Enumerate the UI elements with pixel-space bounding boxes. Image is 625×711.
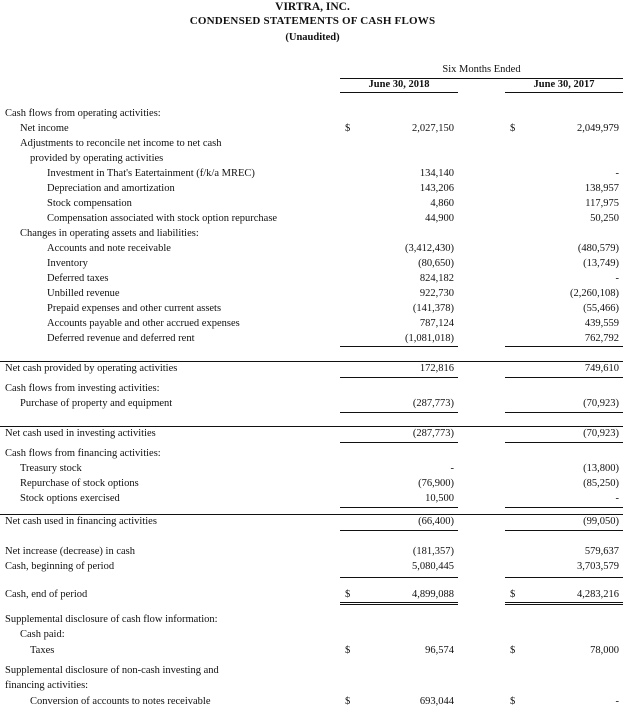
row-label: Deferred taxes	[47, 273, 109, 284]
statement-row	[0, 123, 625, 137]
value-2017: (480,579)	[577, 243, 619, 254]
statement-row	[0, 463, 625, 477]
row-label: Stock options exercised	[20, 493, 120, 504]
value-2017: 50,250	[590, 213, 619, 224]
statement-row	[0, 696, 625, 710]
subtotal-rule	[340, 507, 458, 508]
row-label: financing activities:	[5, 680, 89, 691]
row-label: Supplemental disclosure of non-cash investing and	[5, 665, 219, 676]
statement-row	[0, 198, 625, 212]
column-header-2018: June 30, 2018	[368, 79, 430, 90]
subtotal-rule	[340, 346, 458, 347]
value-2018: 134,140	[419, 168, 454, 179]
value-2017: (2,260,108)	[570, 288, 619, 299]
double-underline	[340, 602, 458, 605]
section-total-rule	[0, 361, 623, 362]
statement-row	[0, 288, 625, 302]
value-2018: -	[450, 463, 454, 474]
statement-row	[0, 448, 625, 462]
value-2018: (80,650)	[418, 258, 454, 269]
statement-row	[0, 228, 625, 242]
subtotal-rule	[340, 577, 458, 578]
statement-row	[0, 589, 625, 603]
row-label: Adjustments to reconcile net income to net cash	[20, 138, 222, 149]
row-label: Stock compensation	[47, 198, 132, 209]
statement-row	[0, 108, 625, 122]
value-2018: 693,044	[419, 696, 454, 707]
total-underline	[340, 530, 458, 531]
statement-row	[0, 645, 625, 659]
row-label: Repurchase of stock options	[20, 478, 139, 489]
value-2017: (13,800)	[583, 463, 619, 474]
value-2017: 3,703,579	[577, 561, 619, 572]
row-label: Cash flows from operating activities:	[5, 108, 161, 119]
value-2017: 138,957	[584, 183, 619, 194]
row-label: Treasury stock	[20, 463, 82, 474]
total-underline	[340, 377, 458, 378]
statement-row	[0, 493, 625, 507]
statement-row	[0, 273, 625, 287]
total-underline	[340, 442, 458, 443]
column-header-2017: June 30, 2017	[533, 79, 595, 90]
statement-row	[0, 363, 625, 377]
row-label: Net income	[20, 123, 69, 134]
statement-row	[0, 516, 625, 530]
statement-row	[0, 398, 625, 412]
row-label: Net cash used in investing activities	[5, 428, 156, 439]
statement-row	[0, 213, 625, 227]
row-label: Net cash provided by operating activities	[5, 363, 178, 374]
subtotal-rule	[505, 412, 623, 413]
statement-row	[0, 614, 625, 628]
statement-row	[0, 428, 625, 442]
statement-row	[0, 243, 625, 257]
currency-symbol-2018: $	[345, 589, 351, 600]
statement-row	[0, 561, 625, 575]
value-2018: (1,081,018)	[405, 333, 454, 344]
value-2017: -	[615, 493, 619, 504]
value-2017: (13,749)	[583, 258, 619, 269]
value-2018: 787,124	[419, 318, 454, 329]
row-label: Cash flows from financing activities:	[5, 448, 161, 459]
row-label: Depreciation and amortization	[47, 183, 175, 194]
row-label: Cash flows from investing activities:	[5, 383, 160, 394]
value-2018: 2,027,150	[412, 123, 454, 134]
row-label: Cash, end of period	[5, 589, 88, 600]
value-2018: (3,412,430)	[405, 243, 454, 254]
statement-row	[0, 629, 625, 643]
row-label: Net increase (decrease) in cash	[5, 546, 136, 557]
row-label: Purchase of property and equipment	[20, 398, 173, 409]
unaudited-note: (Unaudited)	[285, 32, 340, 43]
value-2018: 922,730	[419, 288, 454, 299]
period-heading: Six Months Ended	[442, 64, 521, 75]
value-2018: 10,500	[425, 493, 454, 504]
statement-row	[0, 138, 625, 152]
statement-row	[0, 333, 625, 347]
value-2018: (287,773)	[412, 398, 454, 409]
row-label: Prepaid expenses and other current assets	[47, 303, 222, 314]
subtotal-rule	[505, 577, 623, 578]
row-label: Supplemental disclosure of cash flow information:	[5, 614, 218, 625]
row-label: Taxes	[30, 645, 55, 656]
value-2017: 117,975	[585, 198, 619, 209]
total-underline	[505, 377, 623, 378]
subtotal-rule	[505, 507, 623, 508]
statement-row	[0, 546, 625, 560]
value-2018: 143,206	[419, 183, 454, 194]
value-2017: (85,250)	[583, 478, 619, 489]
row-label: Deferred revenue and deferred rent	[47, 333, 195, 344]
currency-symbol-2017: $	[510, 696, 516, 707]
currency-symbol-2017: $	[510, 645, 516, 656]
value-2018: (181,357)	[412, 546, 454, 557]
statement-row	[0, 153, 625, 167]
statement-row	[0, 383, 625, 397]
row-label: Unbilled revenue	[47, 288, 120, 299]
value-2017: (99,050)	[583, 516, 619, 527]
value-2017: (55,466)	[583, 303, 619, 314]
company-name: VIRTRA, INC.	[275, 1, 350, 13]
column-rule-2017	[505, 92, 623, 93]
subtotal-rule	[340, 412, 458, 413]
value-2017: 2,049,979	[577, 123, 619, 134]
row-label: Accounts payable and other accrued expenses	[47, 318, 240, 329]
value-2018: 4,860	[430, 198, 454, 209]
currency-symbol-2018: $	[345, 123, 351, 134]
row-label: provided by operating activities	[30, 153, 164, 164]
currency-symbol-2018: $	[345, 645, 351, 656]
statement-row	[0, 680, 625, 694]
value-2017: (70,923)	[583, 428, 619, 439]
row-label: Cash, beginning of period	[5, 561, 115, 572]
statement-row	[0, 665, 625, 679]
value-2017: 749,610	[584, 363, 619, 374]
row-label: Compensation associated with stock option repurchase	[47, 213, 278, 224]
value-2018: 96,574	[425, 645, 454, 656]
row-label: Inventory	[47, 258, 88, 269]
value-2018: (141,378)	[412, 303, 454, 314]
total-underline	[505, 530, 623, 531]
value-2017: (70,923)	[583, 398, 619, 409]
statement-row	[0, 168, 625, 182]
total-underline	[505, 442, 623, 443]
value-2017: 762,792	[584, 333, 619, 344]
statement-title: CONDENSED STATEMENTS OF CASH FLOWS	[189, 15, 436, 27]
row-label: Changes in operating assets and liabilities:	[20, 228, 199, 239]
value-2018: 824,182	[419, 273, 454, 284]
currency-symbol-2017: $	[510, 123, 516, 134]
currency-symbol-2017: $	[510, 589, 516, 600]
subtotal-rule	[505, 346, 623, 347]
value-2017: 439,559	[584, 318, 619, 329]
value-2017: 579,637	[584, 546, 619, 557]
value-2017: -	[615, 168, 619, 179]
value-2018: 5,080,445	[412, 561, 454, 572]
double-underline	[505, 602, 623, 605]
value-2017: -	[615, 696, 619, 707]
section-total-rule	[0, 514, 623, 515]
value-2017: -	[615, 273, 619, 284]
statement-row	[0, 478, 625, 492]
row-label: Investment in That's Eatertainment (f/k/a MREC)	[47, 168, 255, 179]
value-2018: (76,900)	[418, 478, 454, 489]
statement-row	[0, 303, 625, 317]
row-label: Accounts and note receivable	[47, 243, 171, 254]
row-label: Cash paid:	[20, 629, 65, 640]
value-2018: 44,900	[425, 213, 454, 224]
currency-symbol-2018: $	[345, 696, 351, 707]
statement-row	[0, 183, 625, 197]
section-total-rule	[0, 426, 623, 427]
row-label: Conversion of accounts to notes receivable	[30, 696, 211, 707]
value-2017: 4,283,216	[577, 589, 619, 600]
statement-row	[0, 318, 625, 332]
value-2018: (287,773)	[412, 428, 454, 439]
row-label: Net cash used in financing activities	[5, 516, 157, 527]
value-2018: 4,899,088	[412, 589, 454, 600]
value-2017: 78,000	[590, 645, 619, 656]
value-2018: (66,400)	[418, 516, 454, 527]
column-rule-2018	[340, 92, 458, 93]
value-2018: 172,816	[419, 363, 454, 374]
statement-row	[0, 258, 625, 272]
